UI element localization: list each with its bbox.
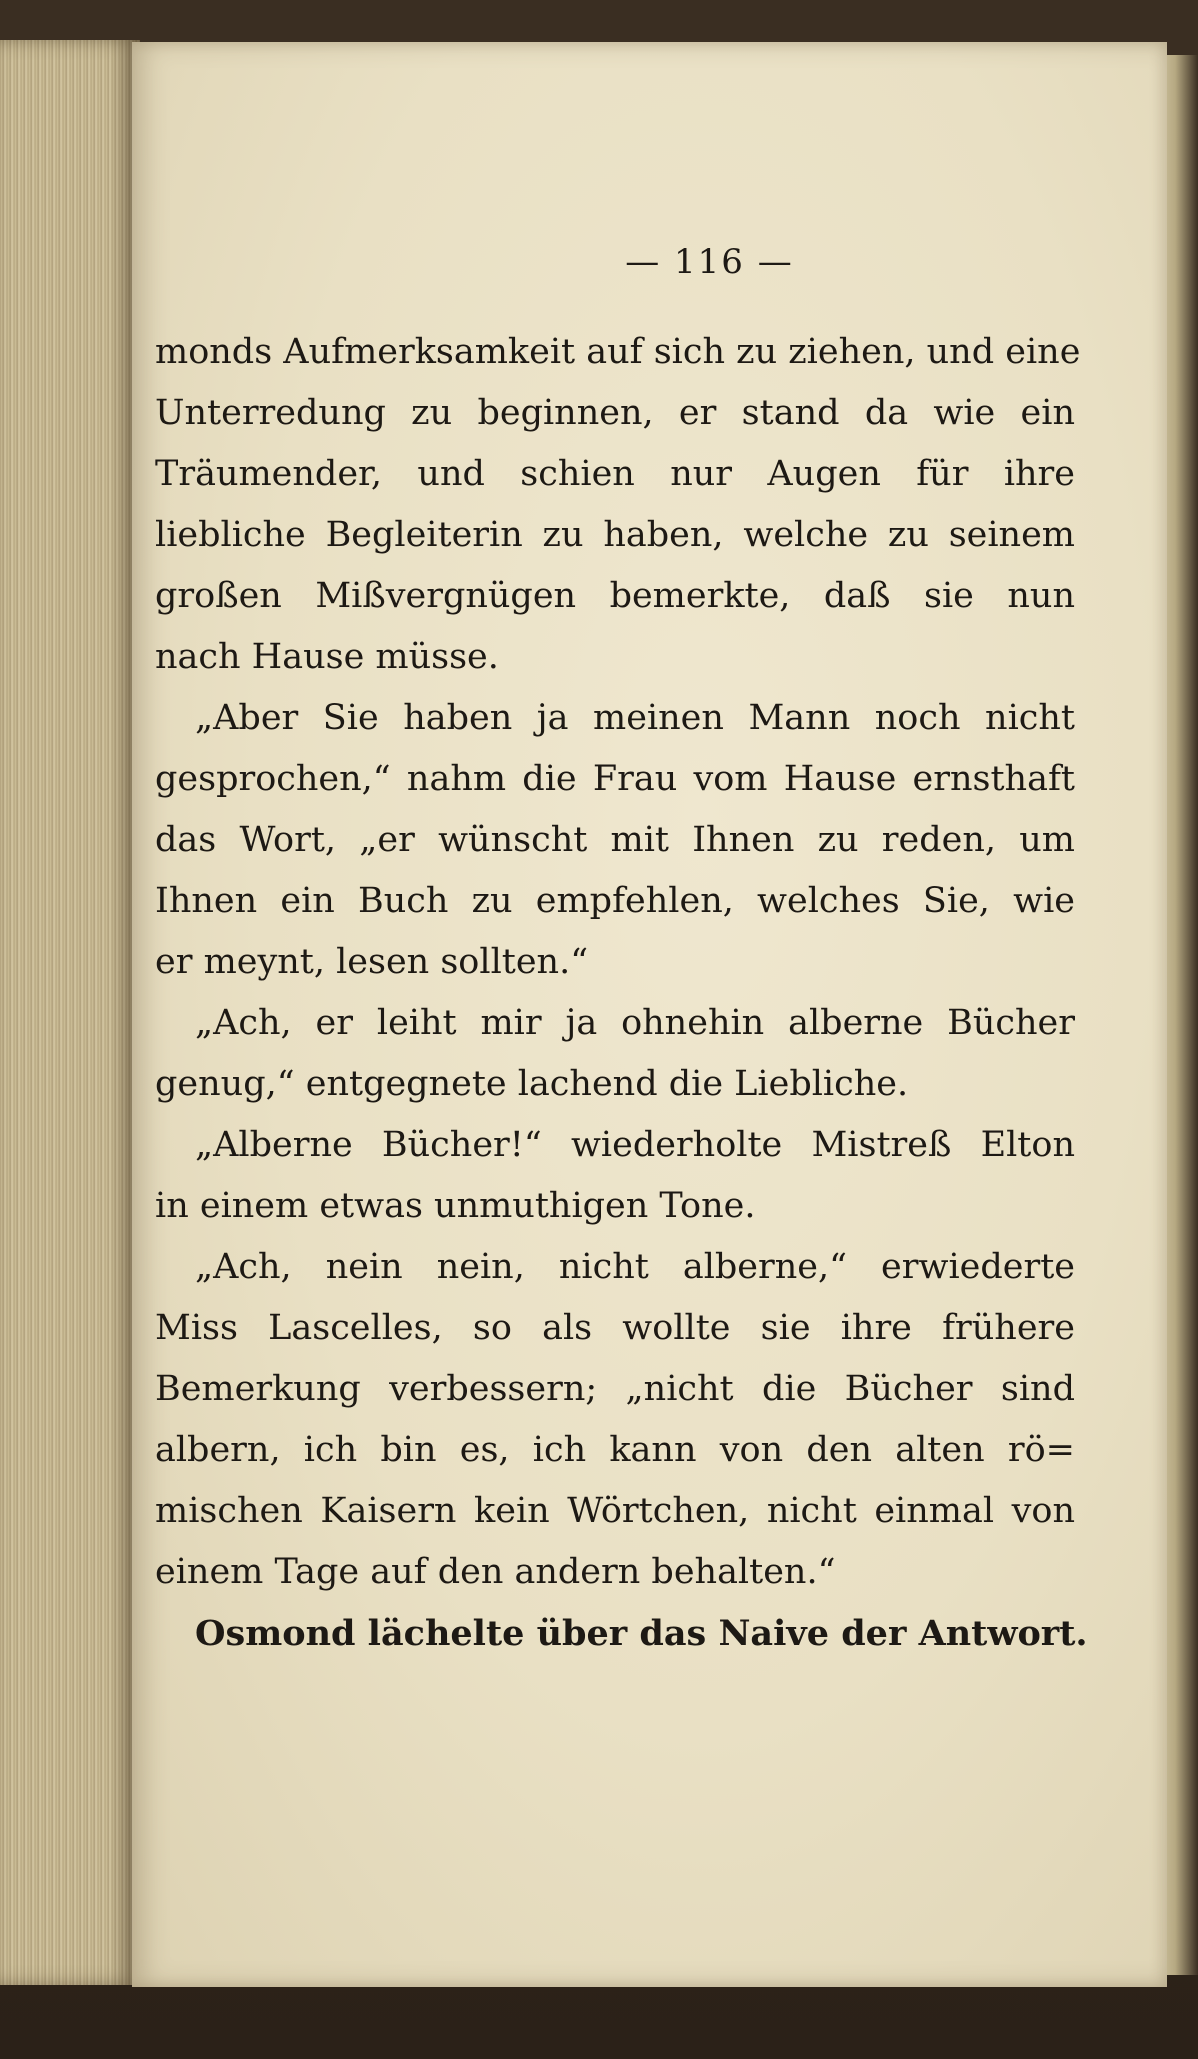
- text-line: Unterredung zu beginnen, er stand da wie ein: [155, 393, 1075, 433]
- text-line: er meynt, lesen sollten.“: [155, 942, 589, 982]
- text-line: „Ach, er leiht mir ja ohnehin alberne Bücher: [195, 1003, 1075, 1043]
- text-line: mischen Kaisern kein Wörtchen, nicht einmal von: [155, 1491, 1075, 1531]
- text-line: Ihnen ein Buch zu empfehlen, welches Sie, wie: [155, 881, 1075, 921]
- page-text: [155, 322, 1088, 1664]
- text-line: das Wort, „er wünscht mit Ihnen zu reden, um: [155, 820, 1075, 860]
- text-line: nach Hause müsse.: [155, 637, 499, 677]
- text-line: Osmond lächelte über das Naive der Antwort.: [195, 1613, 1088, 1654]
- text-line: gesprochen,“ nahm die Frau vom Hause ernsthaft: [155, 759, 1075, 799]
- text-line: großen Mißvergnügen bemerkte, daß sie nun: [155, 576, 1075, 616]
- text-line: liebliche Begleiterin zu haben, welche zu seinem: [155, 515, 1075, 555]
- text-line: „Ach, nein nein, nicht alberne,“ erwiederte: [195, 1247, 1075, 1287]
- text-line: einem Tage auf den andern behalten.“: [155, 1552, 836, 1592]
- text-line: genug,“ entgegnete lachend die Liebliche.: [155, 1064, 909, 1104]
- text-line: albern, ich bin es, ich kann von den alten rö=: [155, 1430, 1075, 1470]
- text-line: Träumender, und schien nur Augen für ihre: [155, 454, 1075, 494]
- text-line: Miss Lascelles, so als wollte sie ihre frühere: [155, 1308, 1075, 1348]
- text-line: monds Aufmerksamkeit auf sich zu ziehen, und eine: [155, 332, 1081, 372]
- text-line: „Alberne Bücher!“ wiederholte Mistreß Elton: [195, 1125, 1075, 1165]
- text-line: in einem etwas unmuthigen Tone.: [155, 1186, 756, 1226]
- page-number: — 116 —: [625, 242, 794, 282]
- stacked-page-edges: [0, 40, 140, 1985]
- text-line: Bemerkung verbessern; „nicht die Bücher sind: [155, 1369, 1075, 1409]
- text-line: „Aber Sie haben ja meinen Mann noch nicht: [195, 698, 1075, 738]
